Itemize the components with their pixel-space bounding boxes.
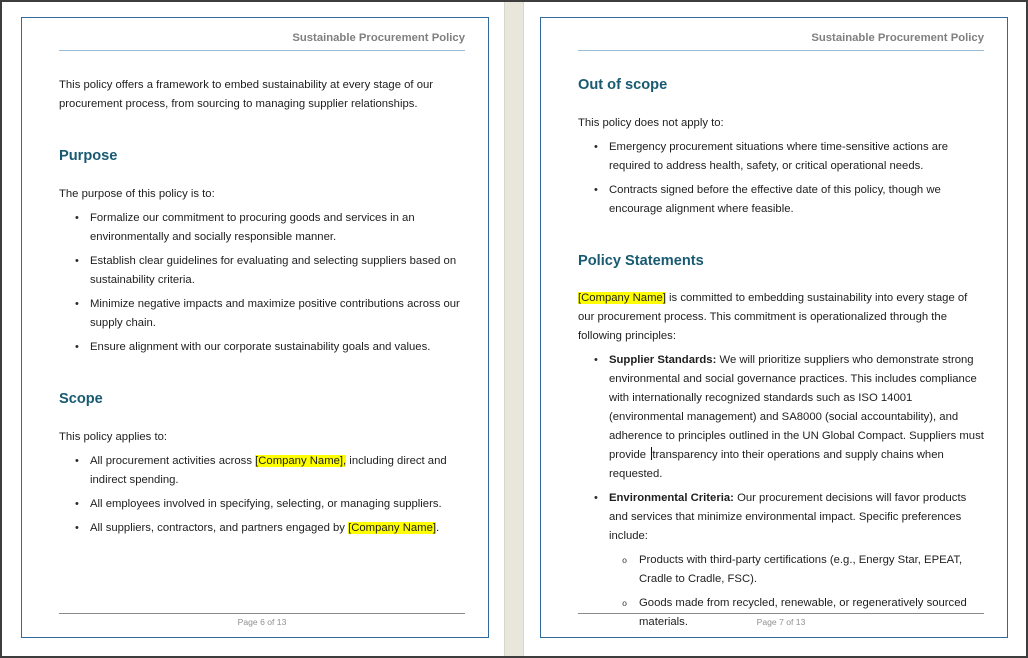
- out-of-scope-lead: This policy does not apply to:: [578, 117, 724, 129]
- footer-page-number: Page 7 of 13: [756, 617, 806, 627]
- page-7-sheet[interactable]: [540, 17, 1008, 638]
- footer-page-number: Page 6 of 13: [237, 617, 287, 627]
- bullet-item: • Contracts signed before the effective date of this policy, though we encourage alignment where feasible.: [578, 181, 984, 219]
- bullet-item-environmental-criteria: [578, 489, 984, 632]
- purpose-lead: The purpose of this policy is to:: [59, 188, 215, 200]
- purpose-bullet-list: [59, 209, 465, 357]
- bullet-text: Our procurement decisions will favor products and services that minimize environmental impact. Specific preferences include:: [609, 492, 967, 542]
- section-heading-purpose: Purpose: [59, 148, 118, 164]
- company-name-highlight: [Company Name]: [578, 292, 666, 304]
- policy-statements-bullet-list: [578, 351, 984, 632]
- page-gap: [504, 2, 524, 656]
- bullet-text: including direct and indirect spending.: [90, 455, 447, 486]
- out-of-scope-bullet-list: [578, 138, 984, 219]
- bullet-item: • Minimize negative impacts and maximize positive contributions across our supply chain.: [59, 295, 465, 333]
- bullet-text: We will prioritize suppliers who demonstrate strong environmental and social governance practices. This includes compliance with internationally recognized standards such as ISO 14001 (environmental management) and SA8000 (social accountability), and adherence to principles outlined in the UN Global Compact. Suppliers must provide: [609, 354, 984, 461]
- section-heading-out-of-scope: Out of scope: [578, 77, 668, 93]
- bullet-text: .: [436, 522, 440, 534]
- bullet-item-supplier-standards: [578, 351, 984, 484]
- page-6-sheet[interactable]: [21, 17, 489, 638]
- bullet-bold-label: Environmental Criteria:: [609, 492, 734, 504]
- company-name-highlight: [Company Name],: [255, 455, 347, 467]
- bullet-item: • Ensure alignment with our corporate sustainability goals and values.: [59, 338, 465, 357]
- paragraph-text: is committed to embedding sustainability into every stage of our procurement process. This commitment is operationalized through the following principles:: [578, 292, 968, 342]
- document-canvas: [2, 2, 1026, 656]
- bullet-text: All procurement activities across: [90, 455, 256, 467]
- bullet-item: • All employees involved in specifying, selecting, or managing suppliers.: [59, 495, 465, 514]
- policy-statements-paragraph: [578, 289, 984, 346]
- bullet-item: • Emergency procurement situations where time-sensitive actions are required to address health, safety, or critical operational needs.: [578, 138, 984, 176]
- section-heading-scope: Scope: [59, 391, 103, 407]
- page-6-header: [59, 18, 465, 51]
- page-6: [2, 2, 504, 656]
- bullet-bold-label: Supplier Standards:: [609, 354, 717, 366]
- page-7: [524, 2, 1026, 656]
- page-7-header: [578, 18, 984, 51]
- company-name-highlight: [Company Name]: [348, 522, 436, 534]
- bullet-text: transparency into their operations and supply chains when requested.: [609, 449, 944, 480]
- page-7-footer: [578, 613, 984, 628]
- sub-bullet-item: o Goods made from recycled, renewable, or regeneratively sourced materials.: [609, 594, 984, 632]
- intro-paragraph: This policy offers a framework to embed sustainability at every stage of our procurement process, from sourcing to managing supplier relationships.: [59, 79, 434, 110]
- bullet-item: • Establish clear guidelines for evaluating and selecting suppliers based on sustainability criteria.: [59, 252, 465, 290]
- section-heading-policy-statements: Policy Statements: [578, 253, 704, 269]
- sub-bullet-item: o Products with third-party certifications (e.g., Energy Star, EPEAT, Cradle to Cradle, FSC).: [609, 551, 984, 589]
- bullet-item: • Formalize our commitment to procuring goods and services in an environmentally and socially responsible manner.: [59, 209, 465, 247]
- bullet-item: [59, 452, 465, 490]
- page-header-title: Sustainable Procurement Policy: [811, 32, 984, 44]
- bullet-text: All suppliers, contractors, and partners engaged by: [90, 522, 349, 534]
- page-6-footer: [59, 613, 465, 628]
- page-header-title: Sustainable Procurement Policy: [292, 32, 465, 44]
- bullet-item: [59, 519, 465, 538]
- scope-bullet-list: [59, 452, 465, 538]
- scope-lead: This policy applies to:: [59, 431, 167, 443]
